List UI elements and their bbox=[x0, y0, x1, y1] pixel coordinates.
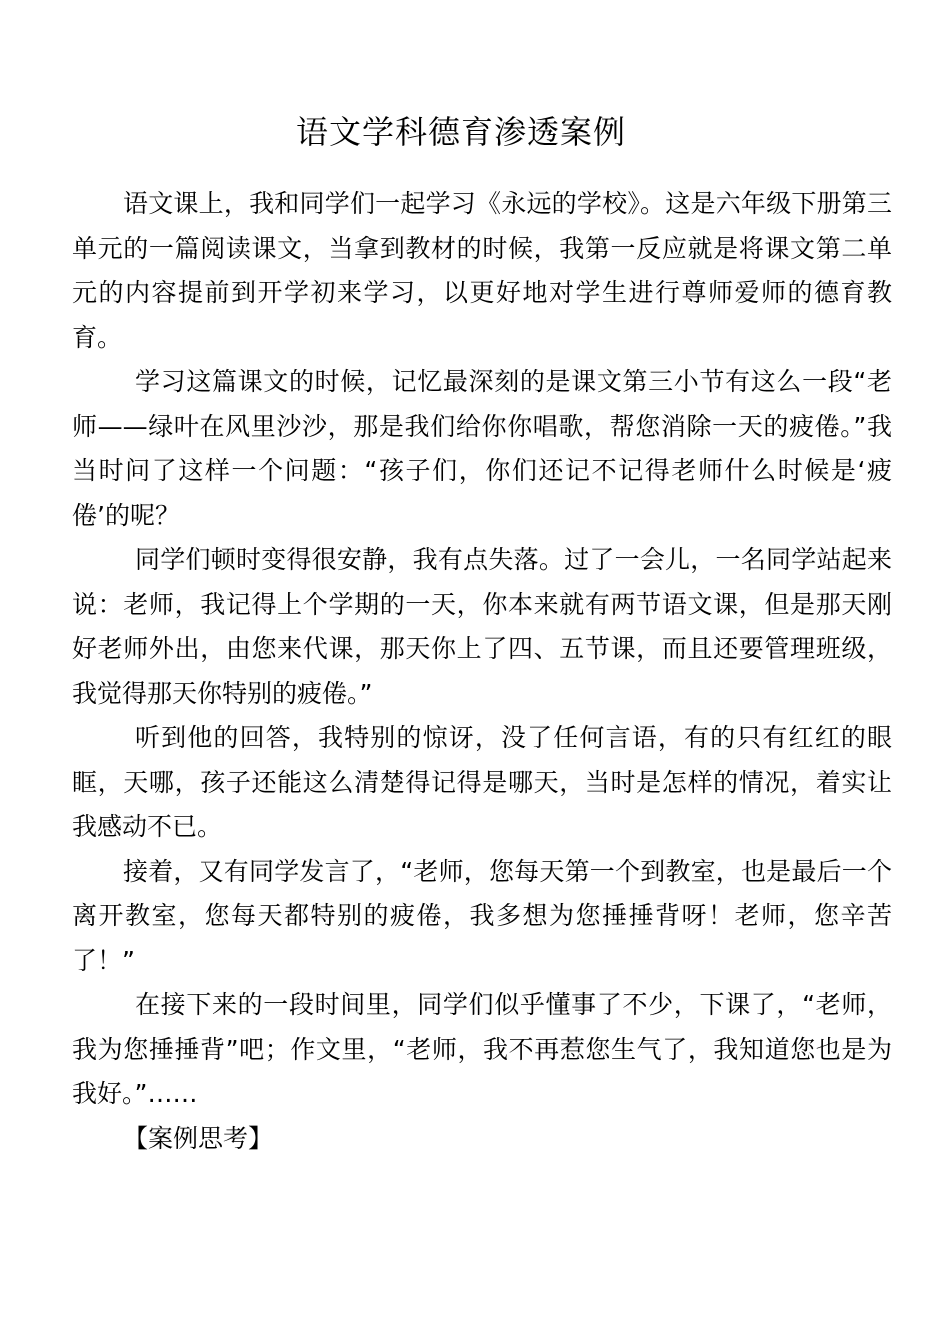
paragraph-5: 接着，又有同学发言了，“老师，您每天第一个到教室，也是最后一个离开教室，您每天都特别的疲倦，我多想为您捶捶背呀！老师，您辛苦了！” bbox=[72, 856, 892, 975]
paragraph-2: 学习这篇课文的时候，记忆最深刻的是课文第三小节有这么一段“老师——绿叶在风里沙沙，那是我们给你你唱歌，帮您消除一天的疲倦。”我当时问了这样一个问题：“孩子们，你们还记不记得老师什么时候是‘疲倦’的呢？ bbox=[72, 367, 892, 530]
case-reflection-heading: 【案例思考】 bbox=[123, 1123, 274, 1153]
paragraph-3: 同学们顿时变得很安静，我有点失落。过了一会儿，一名同学站起来说：老师，我记得上个学期的一天，你本来就有两节语文课，但是那天刚好老师外出，由您来代课，那天你上了四、五节课，而且还要管理班级，我觉得那天你特别的疲倦。” bbox=[72, 545, 892, 708]
document-title: 语文学科德育渗透案例 bbox=[295, 113, 626, 151]
paragraph-6: 在接下来的一段时间里，同学们似乎懂事了不少，下课了，“老师，我为您捶捶背”吧；作文里，“老师，我不再惹您生气了，我知道您也是为我好。”…… bbox=[72, 990, 892, 1108]
paragraph-1: 语文课上，我和同学们一起学习《永远的学校》。这是六年级下册第三单元的一篇阅读课文，当拿到教材的时候，我第一反应就是将课文第二单元的内容提前到开学初来学习，以更好地对学生进行尊师爱师的德育教育。 bbox=[72, 189, 892, 352]
document-body bbox=[72, 182, 892, 1161]
paragraph-4: 听到他的回答，我特别的惊讶，没了任何言语，有的只有红红的眼眶，天哪，孩子还能这么清楚得记得是哪天，当时是怎样的情况，着实让我感动不已。 bbox=[72, 723, 892, 841]
